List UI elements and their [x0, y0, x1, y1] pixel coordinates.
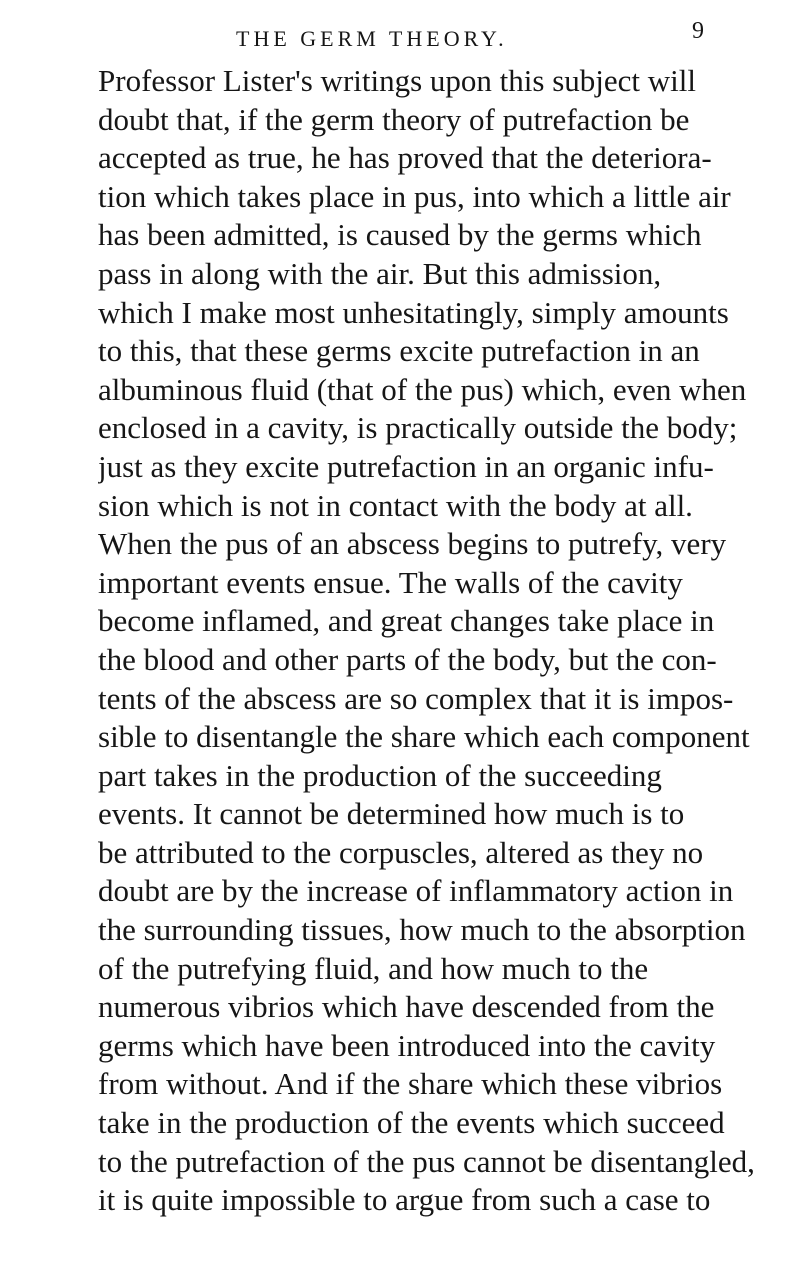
text-line: pass in along with the air. But this admission, — [98, 255, 662, 291]
text-line: events. It cannot be determined how much is to — [98, 796, 685, 832]
text-line: sible to disentangle the share which each component — [98, 719, 750, 755]
text-line: tents of the abscess are so complex that it is impos- — [98, 680, 734, 716]
text-line: sion which is not in contact with the body at all. — [98, 487, 693, 523]
text-line: tion which takes place in pus, into which a little air — [98, 178, 731, 214]
text-line: enclosed in a cavity, is practically outside the body; — [98, 410, 738, 446]
running-title: THE GERM THEORY. — [236, 26, 508, 51]
text-line: important events ensue. The walls of the cavity — [98, 564, 683, 600]
text-line: doubt are by the increase of inflammatory action in — [98, 873, 734, 909]
text-line: accepted as true, he has proved that the deteriora- — [98, 140, 712, 176]
text-line: germs which have been introduced into the cavity — [98, 1027, 716, 1063]
text-line: be attributed to the corpuscles, altered as they no — [98, 834, 704, 870]
text-line: just as they excite putrefaction in an organic infu- — [98, 448, 714, 484]
text-line: the blood and other parts of the body, but the con- — [98, 641, 717, 677]
text-line: which I make most unhesitatingly, simply amounts — [98, 294, 729, 330]
text-line: become inflamed, and great changes take place in — [98, 603, 715, 639]
text-line: of the putrefying fluid, and how much to the — [98, 950, 649, 986]
text-line: albuminous fluid (that of the pus) which, even when — [98, 371, 747, 407]
text-line: part takes in the production of the succeeding — [98, 757, 662, 793]
text-line: has been admitted, is caused by the germs which — [98, 217, 702, 253]
page-header — [0, 18, 800, 58]
text-line: doubt that, if the germ theory of putrefaction be — [98, 101, 690, 137]
text-line: to the putrefaction of the pus cannot be disentangled, — [98, 1143, 755, 1179]
text-line: to this, that these germs excite putrefaction in an — [98, 333, 700, 369]
text-line: Professor Lister's writings upon this subject will — [98, 63, 696, 98]
text-line: When the pus of an abscess begins to putrefy, very — [98, 526, 727, 562]
page-number: 9 — [692, 18, 704, 44]
text-line: take in the production of the events which succeed — [98, 1105, 725, 1141]
text-line: the surrounding tissues, how much to the absorption — [98, 912, 746, 948]
text-line: from without. And if the share which these vibrios — [98, 1066, 723, 1102]
text-line: numerous vibrios which have descended from the — [98, 989, 715, 1025]
body-text — [98, 62, 788, 1220]
text-line: it is quite impossible to argue from such a case to — [98, 1182, 711, 1218]
